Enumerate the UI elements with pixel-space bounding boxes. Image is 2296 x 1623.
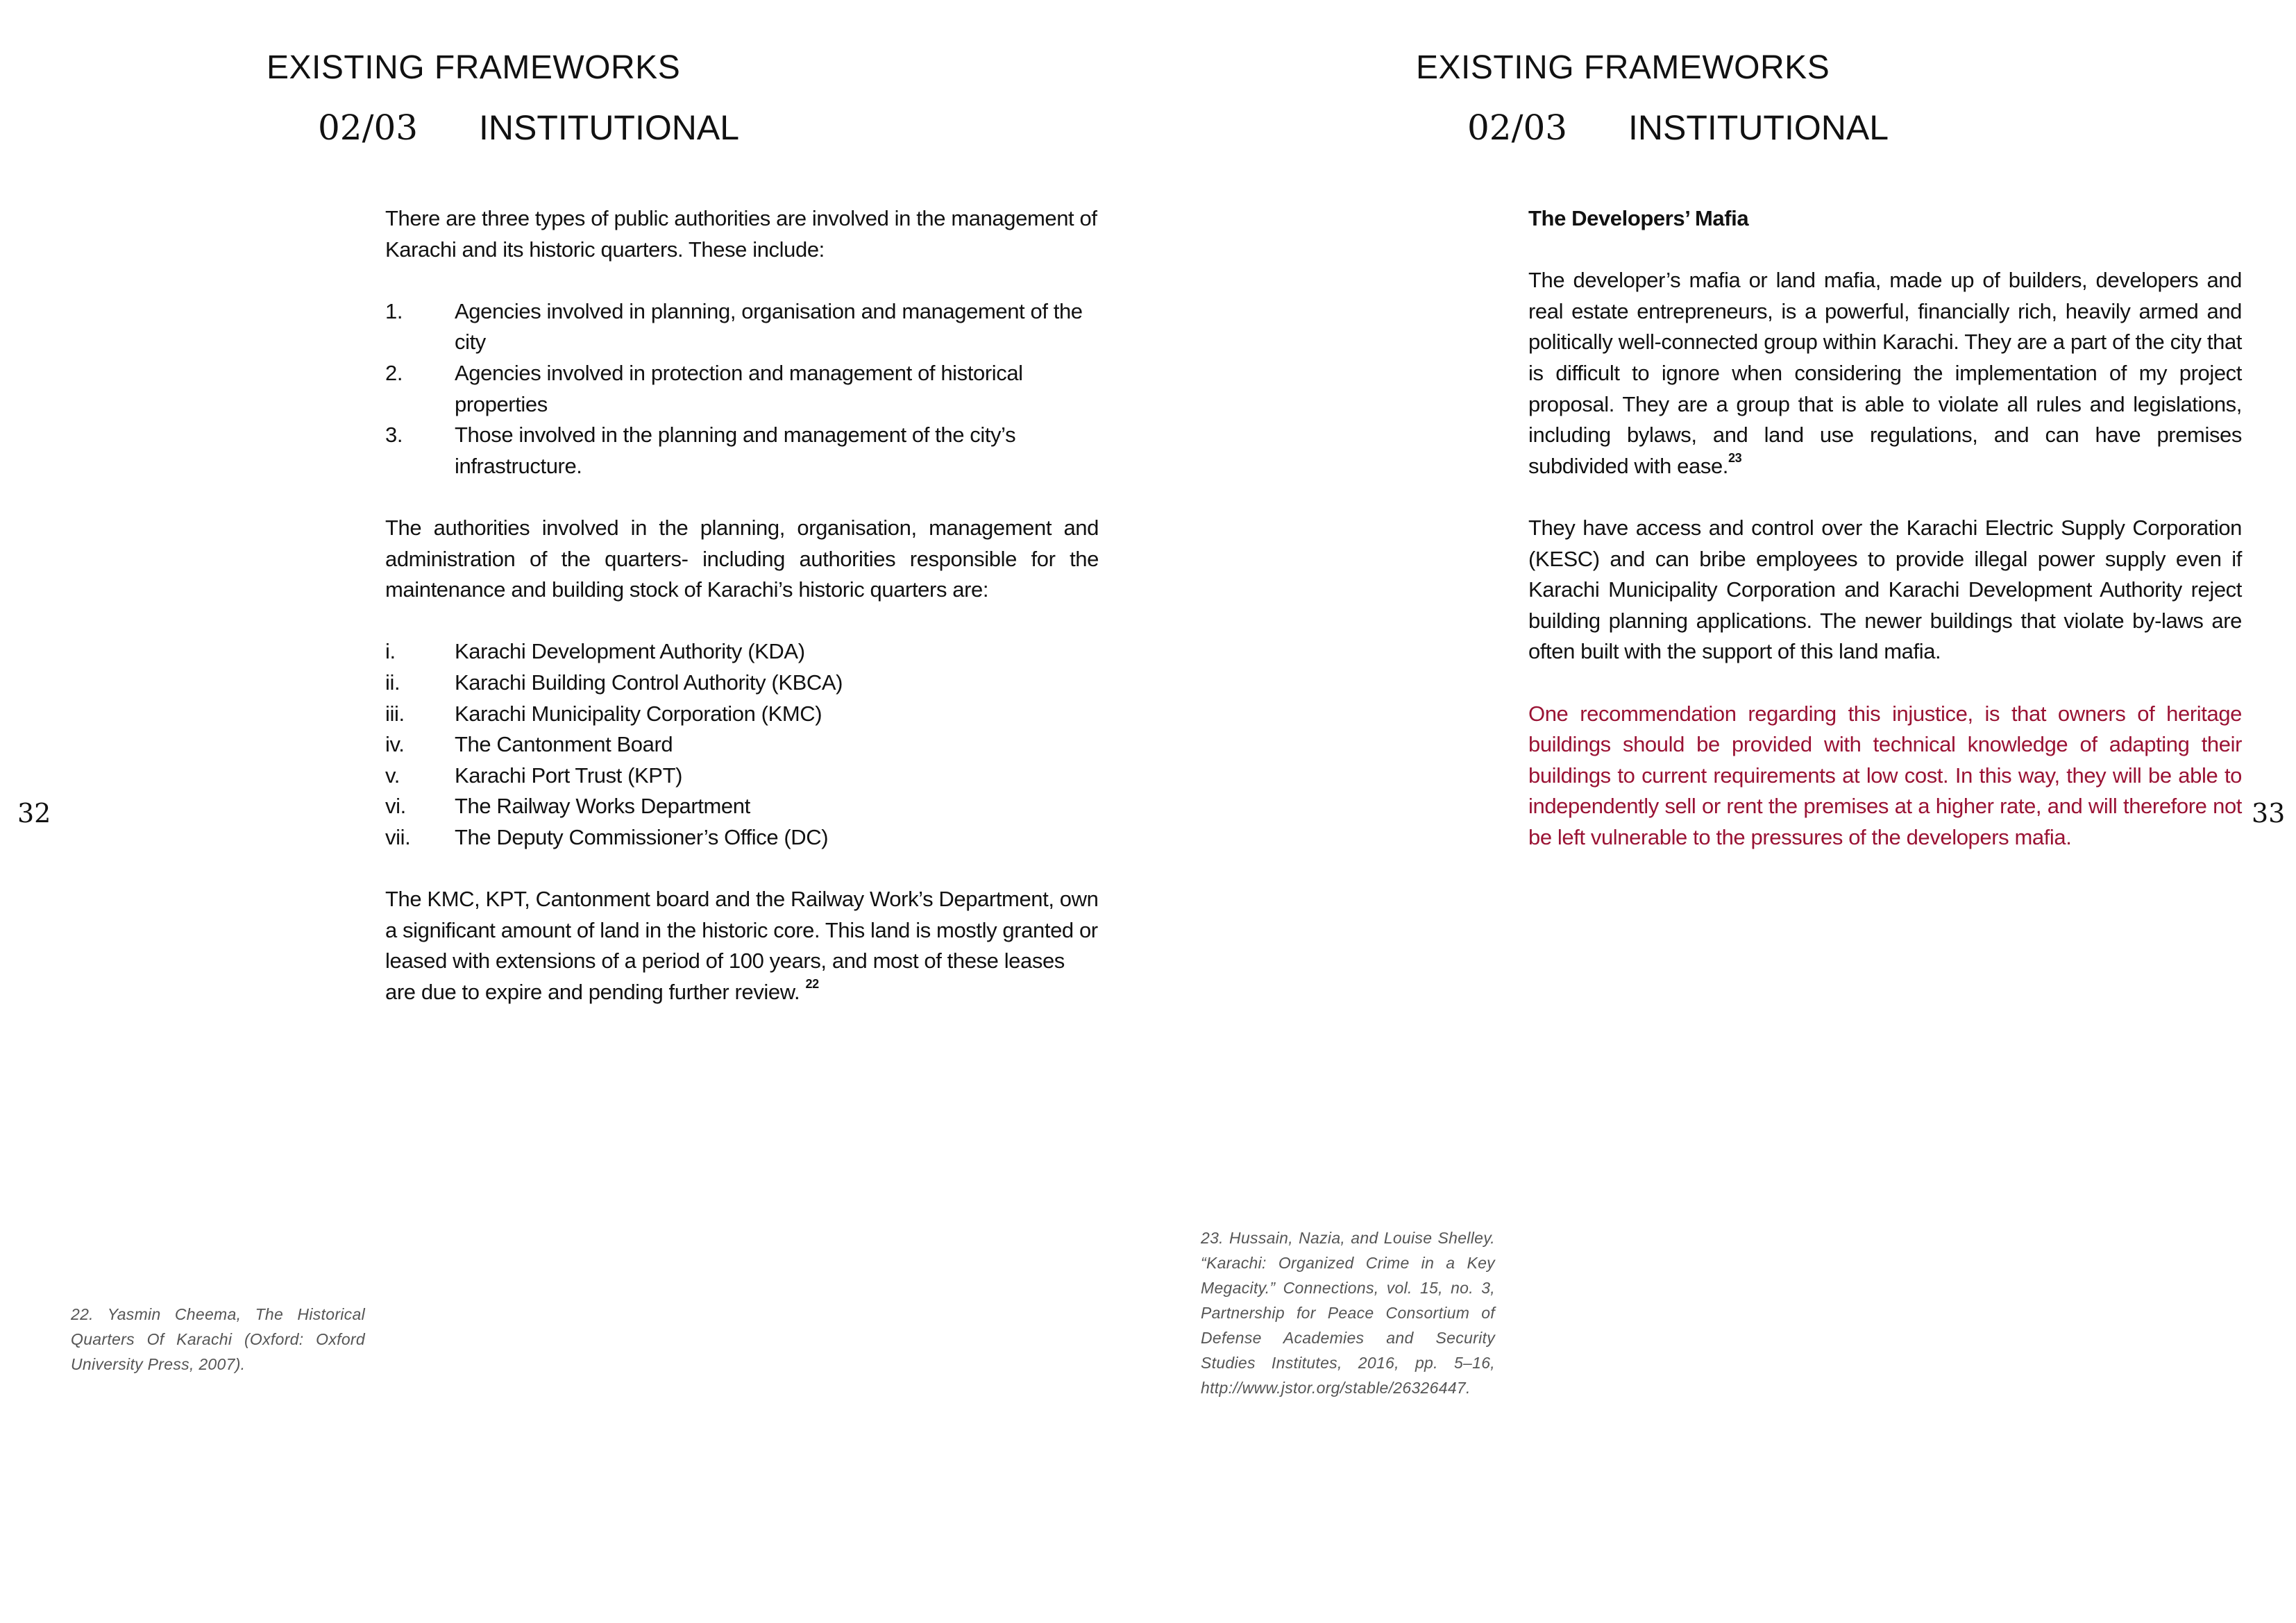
list-item: iii. Karachi Municipality Corporation (KMC) [385, 701, 822, 726]
list-item: i. Karachi Development Authority (KDA) [385, 639, 805, 664]
authority-types-list [385, 296, 1099, 482]
intro-paragraph: There are three types of public authorities are involved in the management of Karachi and its historic quarters. These include: [385, 206, 1097, 262]
header-title: EXISTING FRAMEWORKS [1416, 49, 1830, 86]
kesc-paragraph: They have access and control over the Karachi Electric Supply Corporation (KESC) and can bribe employees to provide illegal power supply even if Karachi Municipality Corporation and Karachi Development Authority reject building planning applications. The newer buildings that violate by-laws are often built with the support of this land mafia. [1528, 515, 2242, 664]
mafia-paragraph: The developer’s mafia or land mafia, made up of builders, developers and real estate entrepreneurs, is a powerful, financially rich, heavily armed and politically well-connected group within Karachi. They are a part of the city that is difficult to ignore when considering the implementation of my project proposal. They are a group that is able to violate all rules and legislations, including bylaws, and land use regulations, and can have premises subdivided with ease.$^{23}$ [1528, 268, 2242, 478]
header-title: EXISTING FRAMEWORKS [267, 49, 681, 86]
section-title: INSTITUTIONAL [1628, 108, 1889, 147]
list-item: ii. Karachi Building Control Authority (KBCA) [385, 670, 843, 695]
section-heading: The Developers’ Mafia [1528, 206, 1749, 230]
section-number: 02/03 [318, 108, 419, 148]
left-body-text [385, 203, 1099, 1008]
list-item: iv. The Cantonment Board [385, 732, 673, 757]
list-item: v. Karachi Port Trust (KPT) [385, 763, 683, 788]
section-title: INSTITUTIONAL [479, 108, 740, 147]
recommendation-paragraph: One recommendation regarding this injustice, is that owners of heritage buildings should be provided with technical knowledge of adapting their buildings to current requirements at low cost. In this way, they will be able to independently sell or rent the premises at a higher rate, and will therefore not be left vulnerable to the pressures of the developers mafia. [1528, 701, 2242, 849]
list-item: 2. Agencies involved in protection and management of historical properties [385, 360, 1023, 416]
authorities-intro-paragraph: The authorities involved in the planning, organisation, management and administration of the quarters- including authorities responsible for the maintenance and building stock of Karachi’s historic quarters are: [385, 515, 1099, 602]
list-item: 1. Agencies involved in planning, organisation and management of the city [385, 298, 1083, 355]
list-item: vii. The Deputy Commissioner’s Office (DC) [385, 824, 829, 849]
right-page [1148, 0, 2296, 1623]
closing-paragraph: The KMC, KPT, Cantonment board and the Railway Work’s Department, own a significant amount of land in the historic core. This land is mostly granted or leased with extensions of a period of 100 years, and most of these leases are due to expire and pending further review. $^{22}$ [385, 887, 1099, 1004]
right-body-text [1528, 203, 2242, 853]
footnote-ref: 22 [805, 976, 819, 991]
page-number: 33 [2252, 798, 2286, 829]
list-item: 3. Those involved in the planning and management of the city’s infrastructure. [385, 423, 1016, 478]
page-number: 32 [17, 798, 51, 829]
list-item: vi. The Railway Works Department [385, 794, 750, 819]
footnote: 22. Yasmin Cheema, The Historical Quarters Of Karachi (Oxford: Oxford University Press, 2007). [71, 1305, 365, 1373]
authorities-list [385, 636, 1099, 853]
section-number: 02/03 [1467, 108, 1568, 148]
footnote: 23. Hussain, Nazia, and Louise Shelley. “Karachi: Organized Crime in a Key Megacity.” Connections, vol. 15, no. 3, Partnership for Peace Consortium of Defense Academies and Security Studies Institutes, 2016, pp. 5–16, http://www.jstor.org/stable/26326447. [1201, 1229, 1495, 1397]
footnote-ref: 23 [1728, 450, 1742, 465]
